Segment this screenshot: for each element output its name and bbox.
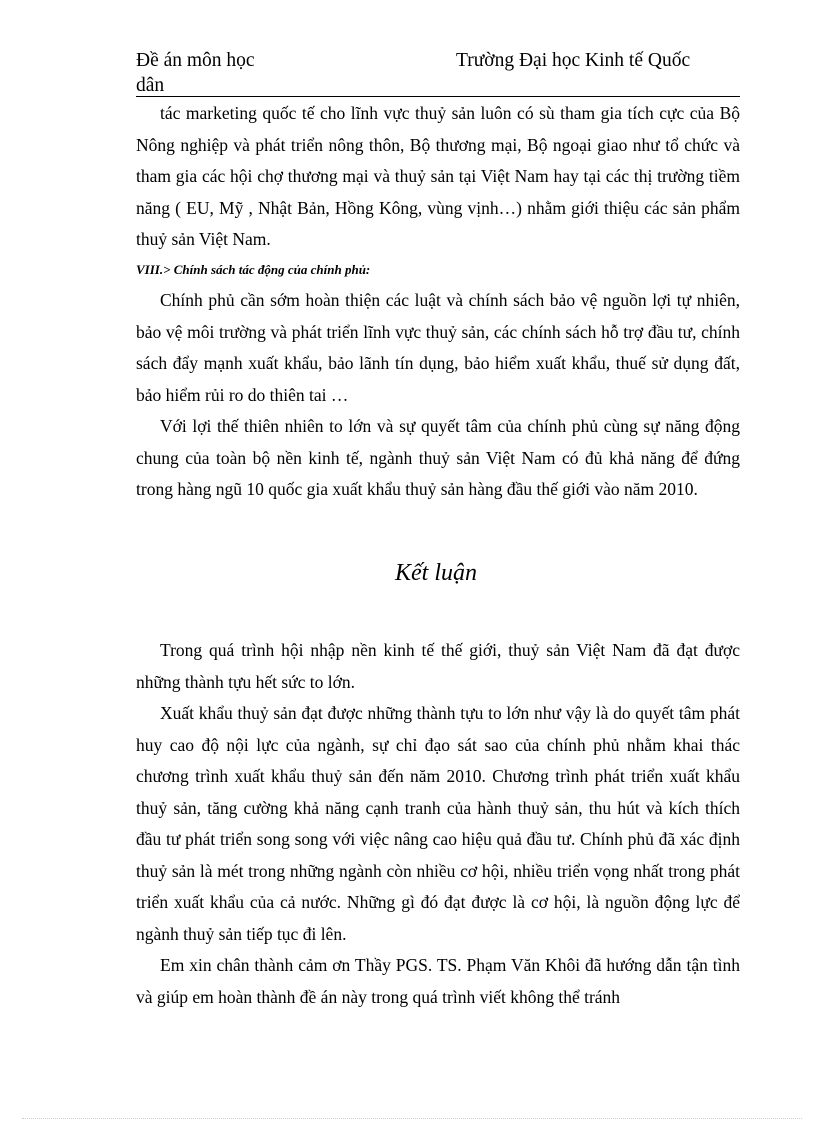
gov-paragraph-2: Với lợi thế thiên nhiên to lớn và sự quyết tâm của chính phủ cùng sự năng động chung của toàn bộ nền kinh tế, ngành thuỷ sản Việt Nam có đủ khả năng để đứng trong hàng ngũ 10 quốc gia xuất khẩu thuỷ sản hàng đầu thế giới vào năm 2010. (136, 416, 740, 499)
conclusion-block (136, 635, 740, 1013)
government-policy-block (136, 285, 740, 506)
conclusion-paragraph-3: Em xin chân thành cảm ơn Thầy PGS. TS. Phạm Văn Khôi đã hướng dẫn tận tình và giúp em hoàn thành đề án này trong quá trình viết không thể tránh (136, 955, 740, 1007)
section-heading: VIII.> Chính sách tác động của chính phủ: (136, 262, 371, 277)
marketing-paragraph-block (136, 98, 740, 256)
gov-paragraph-1: Chính phủ cần sớm hoàn thiện các luật và chính sách bảo vệ nguồn lợi tự nhiên, bảo vệ môi trường và phát triển lĩnh vực thuỷ sản, các chính sách hỗ trợ đầu tư, chính sách đẩy mạnh xuất khẩu, bảo lãnh tín dụng, bảo hiểm xuất khẩu, thuế sử dụng đất, bảo hiểm rủi ro do thiên tai … (136, 290, 740, 405)
conclusion-paragraph-1: Trong quá trình hội nhập nền kinh tế thế giới, thuỷ sản Việt Nam đã đạt được những thành tựu hết sức to lớn. (136, 640, 740, 692)
intro-paragraph: tác marketing quốc tế cho lĩnh vực thuỷ sản luôn có sù tham gia tích cực của Bộ Nông nghiệp và phát triển nông thôn, Bộ thương mại, Bộ ngoại giao như tổ chức và tham gia các hội chợ thương mại và thuỷ sản tại Việt Nam hay tại các thị trường tiềm năng ( EU, Mỹ , Nhật Bản, Hồng Kông, vùng vịnh…) nhằm giới thiệu các sản phẩm thuỷ sản Việt Nam. (136, 103, 740, 249)
conclusion-paragraph-2: Xuất khẩu thuỷ sản đạt được những thành tựu to lớn như vậy là do quyết tâm phát huy cao độ nội lực của ngành, sự chỉ đạo sát sao của chính phủ nhằm khai thác chương trình xuất khẩu thuỷ sản đến năm 2010. Chương trình phát triển xuất khẩu thuỷ sản, tăng cường khả năng cạnh tranh của hành thuỷ sản, thu hút và kích thích đầu tư phát triển song song với việc nâng cao hiệu quả đầu tư. Chính phủ đã xác định thuỷ sản là mét trong những ngành còn nhiều cơ hội, nhiều triển vọng nhất trong phát triển xuất khẩu của cả nước. Những gì đó đạt được là cơ hội, là nguồn động lực để ngành thuỷ sản tiếp tục đi lên. (136, 703, 740, 944)
page-bottom-edge (22, 1118, 802, 1119)
header-course-title: Đề án môn học dân (136, 50, 255, 96)
conclusion-title: Kết luận (395, 560, 477, 586)
header-divider (136, 96, 740, 97)
header-university-name: Trường Đại học Kinh tế Quốc (456, 50, 691, 71)
